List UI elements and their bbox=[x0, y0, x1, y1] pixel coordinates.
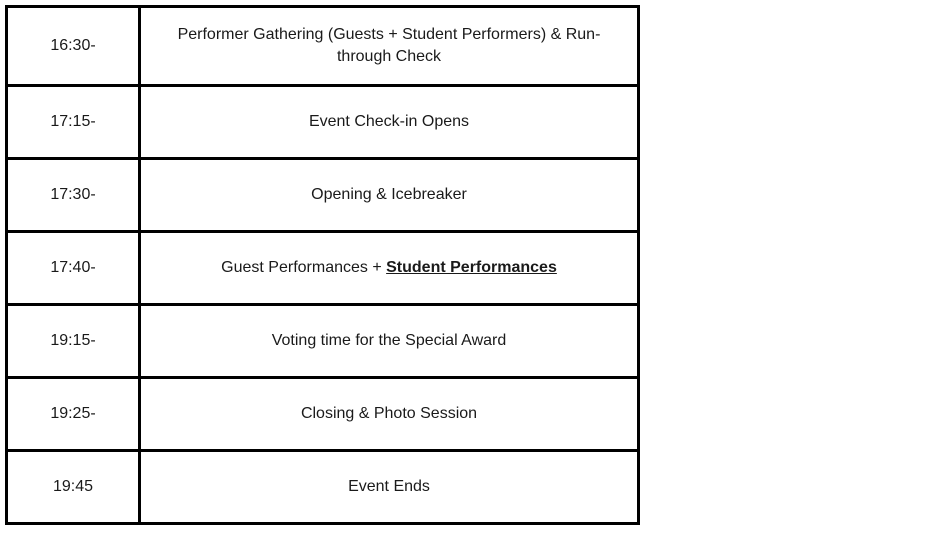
time-cell: 17:15- bbox=[7, 86, 140, 159]
time-cell: 16:30- bbox=[7, 7, 140, 86]
table-row bbox=[7, 232, 639, 305]
time-cell: 17:30- bbox=[7, 159, 140, 232]
event-cell: Opening & Icebreaker bbox=[140, 159, 639, 232]
time-cell: 19:25- bbox=[7, 378, 140, 451]
event-cell: Event Ends bbox=[140, 451, 639, 524]
table-row bbox=[7, 305, 639, 378]
event-text: Guest Performances + bbox=[221, 259, 387, 276]
event-cell: Voting time for the Special Award bbox=[140, 305, 639, 378]
time-cell: 19:15- bbox=[7, 305, 140, 378]
event-cell bbox=[140, 232, 639, 305]
table-row bbox=[7, 159, 639, 232]
event-cell: Performer Gathering (Guests + Student Performers) & Run-through Check bbox=[140, 7, 639, 86]
table-row bbox=[7, 378, 639, 451]
event-cell: Event Check-in Opens bbox=[140, 86, 639, 159]
time-cell: 19:45 bbox=[7, 451, 140, 524]
table-row bbox=[7, 86, 639, 159]
schedule-table bbox=[5, 5, 640, 525]
table-row bbox=[7, 451, 639, 524]
event-emphasis-text: Student Performances bbox=[386, 259, 557, 276]
table-row bbox=[7, 7, 639, 86]
time-cell: 17:40- bbox=[7, 232, 140, 305]
event-cell: Closing & Photo Session bbox=[140, 378, 639, 451]
